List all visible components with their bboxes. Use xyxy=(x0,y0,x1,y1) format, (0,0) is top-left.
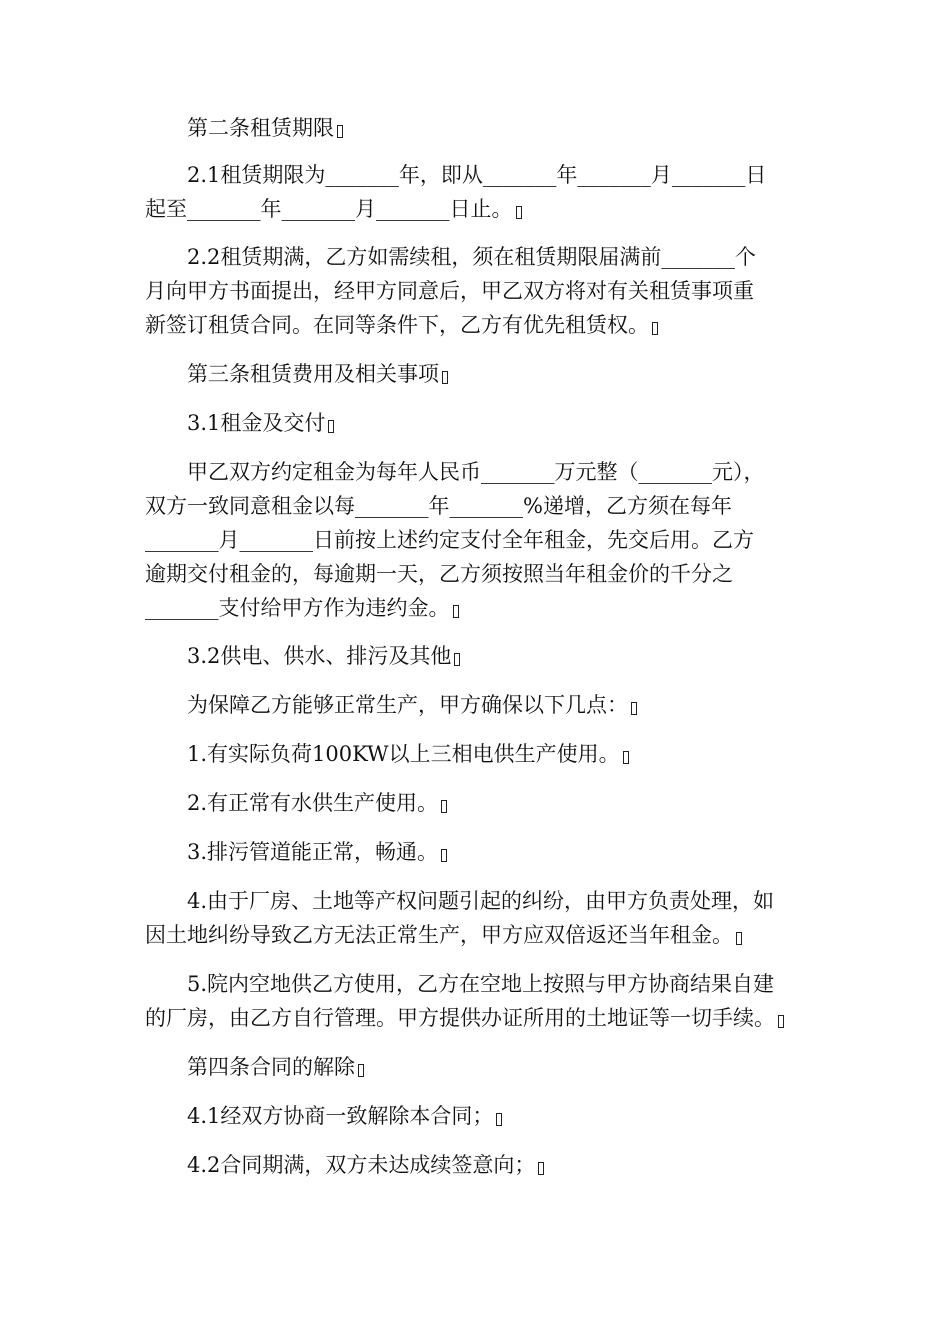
text-line: 5.院内空地供乙方使用，乙方在空地上按照与甲方协商结果自建 xyxy=(145,972,775,996)
clause-3-2-intro xyxy=(145,688,810,722)
paragraph-mark-icon xyxy=(358,1064,364,1077)
clause-4-2 xyxy=(145,1148,810,1182)
paragraph-mark-icon xyxy=(442,371,448,384)
paragraph-mark-icon xyxy=(337,125,343,138)
text-line: 3.2供电、供水、排污及其他 xyxy=(145,639,810,673)
text-line: 为保障乙方能够正常生产，甲方确保以下几点： xyxy=(145,688,810,722)
paragraph-mark-icon xyxy=(328,420,334,433)
paragraph-mark-icon xyxy=(538,1162,544,1175)
article-3-heading xyxy=(145,357,810,391)
text-line: 甲乙双方约定租金为每年人民币_______万元整（_______元）， xyxy=(145,460,765,484)
text-line: 2.有正常有水供生产使用。 xyxy=(145,786,810,820)
text-line: 第二条租赁期限 xyxy=(145,111,810,145)
article-2-heading xyxy=(145,111,810,145)
text-line: 双方一致同意租金以每_______年_______%递增，乙方须在每年 xyxy=(145,494,732,518)
text-line: 4.1经双方协商一致解除本合同； xyxy=(145,1099,810,1133)
text-line: 因土地纠纷导致乙方无法正常生产，甲方应双倍返还当年租金。 xyxy=(145,918,810,952)
text-line: 3.排污管道能正常，畅通。 xyxy=(145,835,810,869)
text-line: 4.2合同期满，双方未达成续签意向； xyxy=(145,1148,810,1182)
paragraph-mark-icon xyxy=(441,849,447,862)
item-2 xyxy=(145,786,810,820)
text-line: _______支付给甲方作为违约金。 xyxy=(145,591,810,625)
text-line: 4.由于厂房、土地等产权问题引起的纠纷，由甲方负责处理，如 xyxy=(145,889,775,913)
clause-3-2-heading xyxy=(145,639,810,673)
text-line: 逾期交付租金的，每逾期一天，乙方须按照当年租金价的千分之 xyxy=(145,562,733,586)
paragraph-mark-icon xyxy=(631,702,637,715)
text-line: 2.2租赁期满，乙方如需续租，须在租赁期限届满前_______个 xyxy=(145,245,756,269)
paragraph-mark-icon xyxy=(453,605,459,618)
article-4-heading xyxy=(145,1050,810,1084)
paragraph-mark-icon xyxy=(778,1015,784,1028)
paragraph-mark-icon xyxy=(652,322,658,335)
item-5 xyxy=(145,967,810,1035)
paragraph-mark-icon xyxy=(736,932,742,945)
text-line: 月向甲方书面提出，经甲方同意后，甲乙双方将对有关租赁事项重 xyxy=(145,279,754,303)
text-line: 第三条租赁费用及相关事项 xyxy=(145,357,810,391)
item-4 xyxy=(145,884,810,952)
paragraph-mark-icon xyxy=(454,653,460,666)
clause-2-1 xyxy=(145,158,810,226)
item-1 xyxy=(145,737,810,771)
clause-3-1-heading xyxy=(145,406,810,440)
item-3 xyxy=(145,835,810,869)
text-line: 第四条合同的解除 xyxy=(145,1050,810,1084)
clause-3-1-body xyxy=(145,455,810,625)
text-line: 1.有实际负荷100KW以上三相电供生产使用。 xyxy=(145,737,810,771)
text-line: 的厂房，由乙方自行管理。甲方提供办证所用的土地证等一切手续。 xyxy=(145,1001,810,1035)
paragraph-mark-icon xyxy=(623,751,629,764)
text-line: _______月_______日前按上述约定支付全年租金，先交后用。乙方 xyxy=(145,528,754,552)
text-line: 3.1租金及交付 xyxy=(145,406,810,440)
clause-2-2 xyxy=(145,240,810,342)
text-line: 2.1租赁期限为_______年，即从_______年_______月_______日 xyxy=(145,163,767,187)
clause-4-1 xyxy=(145,1099,810,1133)
paragraph-mark-icon xyxy=(441,800,447,813)
paragraph-mark-icon xyxy=(516,206,522,219)
text-line: 起至_______年_______月_______日止。 xyxy=(145,192,810,226)
paragraph-mark-icon xyxy=(496,1113,502,1126)
text-line: 新签订租赁合同。在同等条件下，乙方有优先租赁权。 xyxy=(145,308,810,342)
